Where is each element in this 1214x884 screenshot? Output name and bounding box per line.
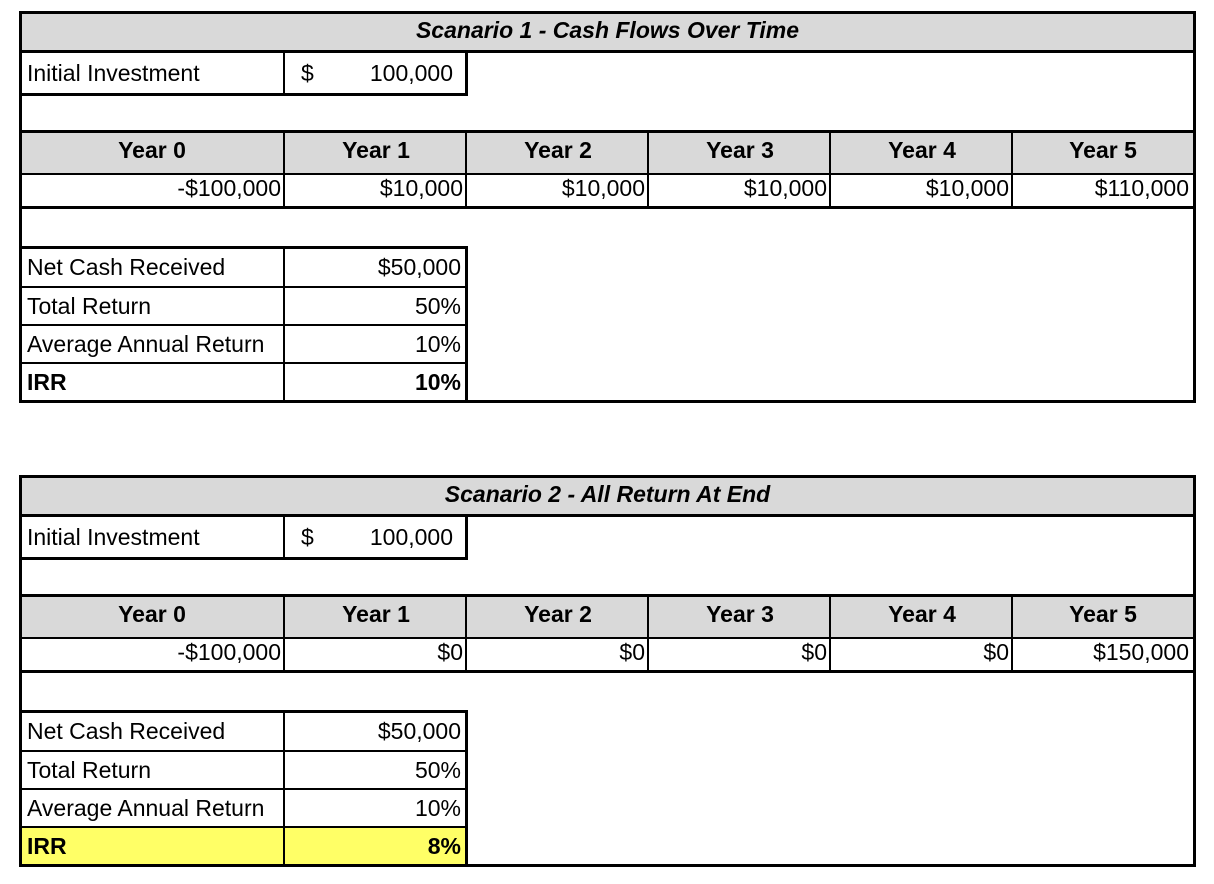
- cash-flow-cell[interactable]: $10,000: [561, 174, 645, 201]
- initial-investment-label: Initial Investment: [27, 59, 200, 86]
- metric-value[interactable]: 50%: [414, 292, 461, 319]
- year-header: Year 5: [1069, 136, 1137, 163]
- initial-investment-amount[interactable]: 100,000: [369, 523, 453, 550]
- year-header: Year 1: [342, 136, 410, 163]
- year-header: Year 0: [118, 136, 186, 163]
- year-header: Year 3: [706, 600, 774, 627]
- metric-value[interactable]: 10%: [414, 794, 461, 821]
- irr-label: IRR: [27, 368, 67, 395]
- metric-label: Total Return: [27, 292, 152, 319]
- irr-label-highlighted: IRR: [19, 828, 283, 864]
- year-header: Year 5: [1069, 600, 1137, 627]
- metric-label: Total Return: [27, 756, 152, 783]
- year-header: Year 4: [888, 136, 956, 163]
- scenario-1-table: [19, 11, 1196, 403]
- irr-value[interactable]: 10%: [414, 368, 461, 395]
- metric-value[interactable]: 50%: [414, 756, 461, 783]
- cash-flow-cell[interactable]: $10,000: [379, 174, 463, 201]
- cash-flow-cell[interactable]: $10,000: [925, 174, 1009, 201]
- scenario-title: Scanario 2 - All Return At End: [19, 475, 1196, 517]
- irr-value-highlighted[interactable]: 8%: [285, 828, 465, 864]
- metric-label: Net Cash Received: [27, 254, 226, 280]
- year-header: Year 2: [524, 600, 592, 627]
- cash-flow-cell[interactable]: $150,000: [1093, 638, 1189, 665]
- metric-value[interactable]: $50,000: [377, 254, 461, 280]
- year-header: Year 2: [524, 136, 592, 163]
- year-header: Year 3: [706, 136, 774, 163]
- cash-flow-cell[interactable]: -$100,000: [177, 174, 281, 201]
- year-header: Year 1: [342, 600, 410, 627]
- cash-flow-cell[interactable]: $110,000: [1094, 174, 1189, 201]
- scenario-title: Scanario 1 - Cash Flows Over Time: [19, 11, 1196, 53]
- cash-flow-cell[interactable]: $0: [801, 638, 827, 665]
- initial-investment-label: Initial Investment: [27, 523, 200, 550]
- initial-investment-currency: $: [301, 523, 314, 550]
- cash-flow-cell[interactable]: $10,000: [743, 174, 827, 201]
- initial-investment-amount[interactable]: 100,000: [369, 59, 453, 86]
- metric-label: Net Cash Received: [27, 718, 226, 744]
- initial-investment-currency: $: [301, 59, 314, 86]
- year-header: Year 0: [118, 600, 186, 627]
- metric-label: Average Annual Return: [27, 330, 265, 357]
- cash-flow-cell[interactable]: $0: [983, 638, 1009, 665]
- scenario-2-table: [19, 475, 1196, 867]
- cash-flow-cell[interactable]: $0: [437, 638, 463, 665]
- metric-label: Average Annual Return: [27, 794, 265, 821]
- year-header: Year 4: [888, 600, 956, 627]
- metric-value[interactable]: $50,000: [377, 718, 461, 744]
- metric-value[interactable]: 10%: [414, 330, 461, 357]
- cash-flow-cell[interactable]: $0: [619, 638, 645, 665]
- cash-flow-cell[interactable]: -$100,000: [177, 638, 281, 665]
